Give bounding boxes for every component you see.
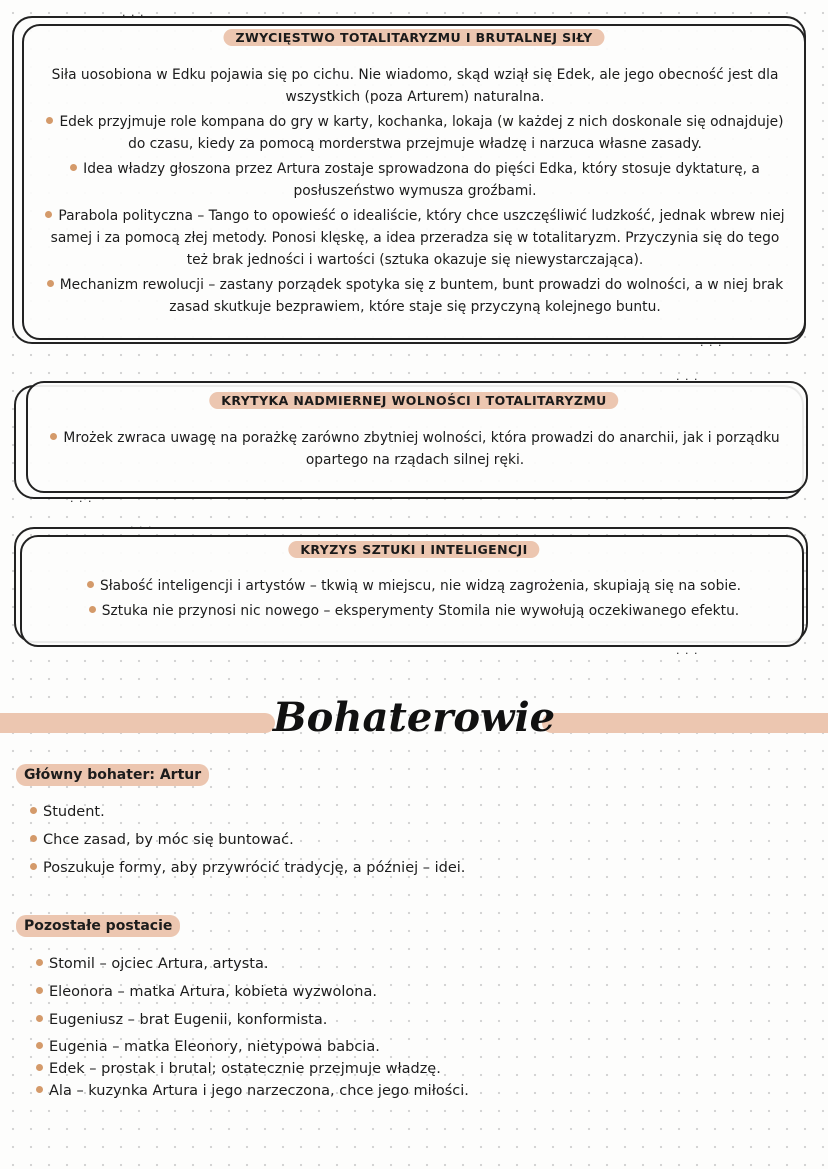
decorative-dots: . . . — [122, 6, 145, 19]
bullet-icon — [30, 835, 37, 842]
section-box-critique — [0, 375, 828, 505]
list-item: Słabość inteligencji i artystów – tkwią w miejscu, nie widzą zagrożenia, skupiają się na sobie. — [34, 575, 794, 597]
section-content — [40, 64, 790, 321]
bullet-icon — [36, 1042, 43, 1049]
list-item: Mechanizm rewolucji – zastany porządek spotyka się z buntem, bunt prowadzi do wolności, a w niej brak zasad skutkuje bezprawiem, które staje się przyczyną kolejnego buntu. — [40, 274, 790, 318]
list-item: Idea władzy głoszona przez Artura zostaje sprowadzona do pięści Edka, który stosuje dyktaturę, a posłuszeństwo wymusza groźbami. — [40, 158, 790, 202]
other-characters-list-tight — [36, 1036, 469, 1102]
page-title: Bohaterowie — [272, 694, 556, 741]
bullet-icon — [36, 1015, 43, 1022]
list-item: Eugenia – matka Eleonory, nietypowa babcia. — [36, 1036, 469, 1058]
bullet-icon — [30, 807, 37, 814]
bullet-icon — [45, 211, 52, 218]
list-item: Poszukuje formy, aby przywrócić tradycję, a później – idei. — [30, 854, 465, 882]
section-title: KRYTYKA NADMIERNEJ WOLNOŚCI I TOTALITARYZMU — [209, 392, 618, 409]
section-box-victory — [0, 0, 828, 360]
decorative-dots: . . . — [676, 370, 699, 383]
section-content — [34, 575, 794, 625]
other-characters-list — [36, 950, 377, 1034]
bullet-icon — [89, 606, 96, 613]
list-item: Eleonora – matka Artura, kobieta wyzwolona. — [36, 978, 377, 1006]
list-item: Student. — [30, 798, 465, 826]
bullet-icon — [46, 117, 53, 124]
bullet-icon — [30, 863, 37, 870]
list-item: Edek – prostak i brutal; ostatecznie przejmuje władzę. — [36, 1058, 469, 1080]
bullet-icon — [50, 433, 57, 440]
list-item: Eugeniusz – brat Eugenii, konformista. — [36, 1006, 377, 1034]
bullet-icon — [36, 959, 43, 966]
decorative-dots: . . . — [130, 518, 153, 531]
section-title: ZWYCIĘSTWO TOTALITARYZMU I BRUTALNEJ SIŁY — [223, 29, 604, 46]
paragraph: Siła uosobiona w Edku pojawia się po cichu. Nie wiadomo, skąd wziął się Edek, ale jego obecność jest dla wszystkich (poza Arturem) naturalna. — [51, 67, 779, 105]
list-item: Sztuka nie przynosi nic nowego – eksperymenty Stomila nie wywołują oczekiwanego efektu. — [34, 600, 794, 622]
list-item: Ala – kuzynka Artura i jego narzeczona, chce jego miłości. — [36, 1080, 469, 1102]
bullet-icon — [36, 987, 43, 994]
bullet-icon — [70, 164, 77, 171]
list-item: Edek przyjmuje role kompana do gry w karty, kochanka, lokaja (w każdej z nich doskonale się odnajduje) do czasu, kiedy za pomocą morderstwa przejmuje władzę i narzuca własne zasady. — [40, 111, 790, 155]
main-hero-tag: Główny bohater: Artur — [16, 764, 209, 786]
list-item: Stomil – ojciec Artura, artysta. — [36, 950, 377, 978]
bullet-icon — [87, 581, 94, 588]
main-hero-list — [30, 798, 465, 882]
other-characters-tag: Pozostałe postacie — [16, 915, 180, 937]
decorative-dots: . . . — [676, 644, 699, 657]
decorative-dots: . . . — [700, 336, 723, 349]
bullet-icon — [36, 1086, 43, 1093]
bullet-icon — [47, 280, 54, 287]
list-item: Chce zasad, by móc się buntować. — [30, 826, 465, 854]
section-title: KRYZYS SZTUKI I INTELIGENCJI — [288, 541, 539, 558]
section-box-crisis — [0, 525, 828, 655]
list-item: Parabola polityczna – Tango to opowieść o idealiście, który chce uszczęśliwić ludzkość, jednak wbrew niej samej i za pomocą złej metody. Ponosi klęskę, a idea przeradza się w totalitaryzm. Przyczynia się do tego też brak jedności i wartości (sztuka okazuje się niewystarczająca). — [40, 205, 790, 271]
bullet-icon — [36, 1064, 43, 1071]
list-item: Mrożek zwraca uwagę na porażkę zarówno zbytniej wolności, która prowadzi do anarchii, jak i porządku opartego na rządach silnej ręki. — [40, 427, 790, 471]
section-content — [40, 427, 790, 474]
decorative-dots: . . . — [70, 492, 93, 505]
